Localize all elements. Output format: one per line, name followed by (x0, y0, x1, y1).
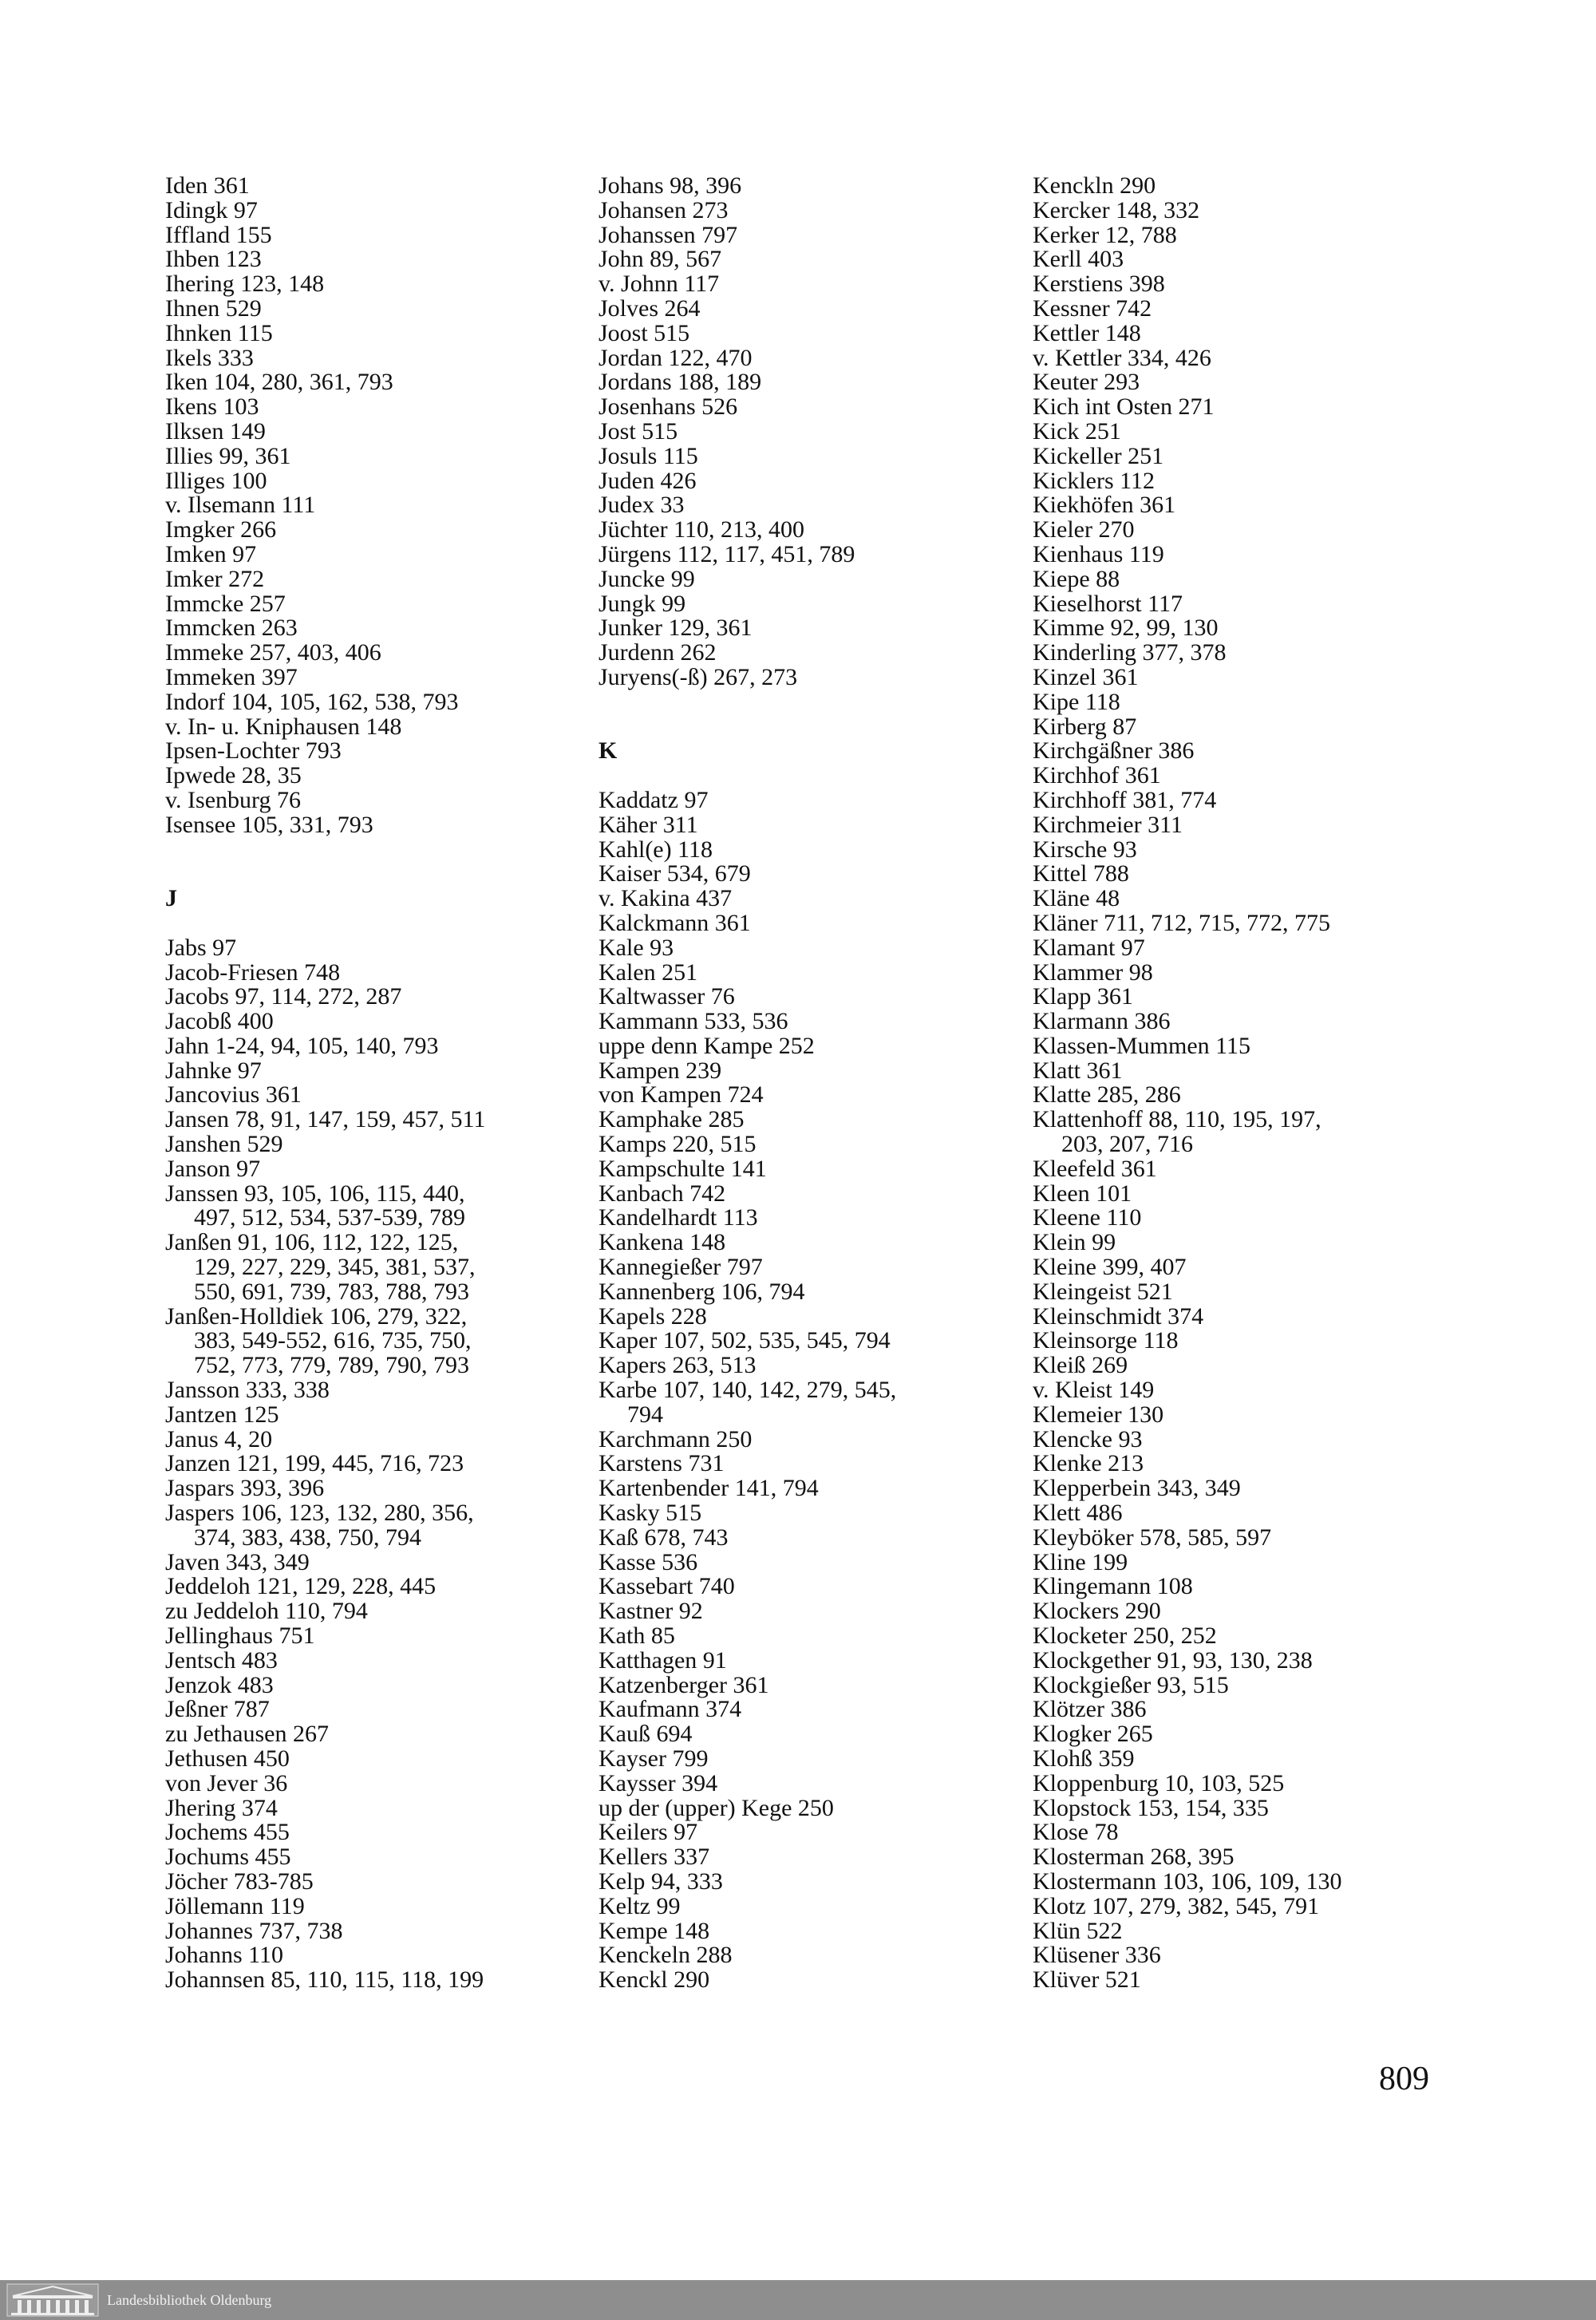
index-entry: Klatt 361 (1033, 1057, 1123, 1084)
index-entry: Kich int Osten 271 (1033, 393, 1215, 421)
index-entry: Klapp 361 (1033, 983, 1133, 1010)
index-entry: Imker 272 (165, 565, 265, 592)
index-entry: Jhering 374 (165, 1794, 278, 1821)
index-entry: Ihben 123 (165, 246, 262, 273)
index-entry: Kaper 107, 502, 535, 545, 794 (598, 1327, 891, 1354)
index-entry: Klatte 285, 286 (1033, 1081, 1181, 1109)
index-entry: Janßen-Holldiek 106, 279, 322, (165, 1302, 468, 1330)
index-entry: Kläne 48 (1033, 885, 1120, 912)
index-entry: Jacobß 400 (165, 1008, 274, 1035)
index-entry: Ikels 333 (165, 344, 254, 371)
index-entry: v. Kleist 149 (1033, 1377, 1155, 1404)
index-entry: Jethusen 450 (165, 1745, 290, 1772)
index-entry: Kickeller 251 (1033, 442, 1164, 469)
index-entry: Jost 515 (598, 417, 678, 445)
index-entry: Imken 97 (165, 540, 257, 567)
index-entry: Klett 486 (1033, 1500, 1123, 1527)
index-entry: Kaufmann 374 (598, 1696, 742, 1723)
index-entry: Klockgether 91, 93, 130, 238 (1033, 1646, 1313, 1674)
index-entry: von Kampen 724 (598, 1081, 764, 1109)
index-entry-continuation: 374, 383, 438, 750, 794 (194, 1524, 421, 1551)
index-entry: Immeken 397 (165, 663, 298, 690)
index-entry: Kanbach 742 (598, 1180, 726, 1207)
index-entry: John 89, 567 (598, 246, 722, 273)
section-letter-heading: J (165, 885, 177, 912)
spacer (598, 690, 1013, 715)
index-entry: v. Kettler 334, 426 (1033, 344, 1211, 371)
index-entry: zu Jeddeloh 110, 794 (165, 1598, 368, 1625)
index-entry: Kamphake 285 (598, 1106, 745, 1133)
index-entry: Idingk 97 (165, 196, 258, 223)
library-name: Landesbibliothek Oldenburg (107, 2292, 272, 2308)
index-entry: Iken 104, 280, 361, 793 (165, 369, 393, 396)
index-entry: Immcken 263 (165, 615, 298, 642)
index-entry: v. In- u. Kniphausen 148 (165, 713, 402, 740)
index-entry: Kelp 94, 333 (598, 1867, 723, 1895)
index-entry: Kleinschmidt 374 (1033, 1302, 1204, 1330)
index-entry: Klammer 98 (1033, 958, 1153, 986)
index-entry: Immcke 257 (165, 590, 286, 617)
index-entry: Jurdenn 262 (598, 639, 717, 666)
index-entry: Kleen 101 (1033, 1180, 1132, 1207)
index-entry: Judex 33 (598, 492, 685, 519)
index-entry: Kiekhöfen 361 (1033, 492, 1176, 519)
index-entry: Jeßner 787 (165, 1696, 270, 1723)
index-entry: Katthagen 91 (598, 1646, 727, 1674)
index-entry: Kempe 148 (598, 1917, 710, 1944)
index-entry: Juncke 99 (598, 565, 695, 592)
index-entry: Ipsen-Lochter 793 (165, 737, 342, 765)
index-entry: zu Jethausen 267 (165, 1721, 329, 1748)
index-entry: Kittel 788 (1033, 860, 1129, 887)
index-entry: Kirsche 93 (1033, 836, 1137, 863)
index-entry: Klepperbein 343, 349 (1033, 1475, 1241, 1502)
index-entry-continuation: 752, 773, 779, 789, 790, 793 (194, 1352, 469, 1379)
index-entry: Jansen 78, 91, 147, 159, 457, 511 (165, 1106, 486, 1133)
index-entry: Klohß 359 (1033, 1745, 1135, 1772)
index-entry: Johans 98, 396 (598, 172, 742, 199)
index-entry: Kenckl 290 (598, 1966, 710, 1994)
index-entry: Klockers 290 (1033, 1598, 1161, 1625)
index-entry: Katzenberger 361 (598, 1671, 769, 1698)
index-entry: Klüver 521 (1033, 1966, 1141, 1994)
index-entry: Jöcher 783-785 (165, 1867, 314, 1895)
index-entry: Klencke 93 (1033, 1425, 1143, 1452)
index-entry: Kartenbender 141, 794 (598, 1475, 819, 1502)
index-entry: Isensee 105, 331, 793 (165, 811, 373, 838)
index-entry: Kick 251 (1033, 417, 1121, 445)
index-entry: Indorf 104, 105, 162, 538, 793 (165, 688, 459, 715)
index-entry: Ipwede 28, 35 (165, 762, 302, 789)
spacer (165, 862, 580, 887)
index-entry: Javen 343, 349 (165, 1548, 310, 1575)
index-entry: Jordans 188, 189 (598, 369, 762, 396)
index-entry: Karstens 731 (598, 1450, 725, 1477)
index-entry: Jabs 97 (165, 934, 237, 961)
index-entry: Kieselhorst 117 (1033, 590, 1183, 617)
index-entry: Junker 129, 361 (598, 615, 753, 642)
index-entry: Kalckmann 361 (598, 909, 751, 936)
index-entry: Kirchhoff 381, 774 (1033, 786, 1217, 813)
index-entry: Jüchter 110, 213, 400 (598, 516, 805, 543)
index-entry: Klemeier 130 (1033, 1401, 1164, 1428)
index-entry: von Jever 36 (165, 1769, 288, 1796)
index-entry: Klötzer 386 (1033, 1696, 1147, 1723)
index-entry: Kasky 515 (598, 1500, 702, 1527)
index-entry: v. Kakina 437 (598, 885, 733, 912)
index-entry: Klün 522 (1033, 1917, 1123, 1944)
index-entry: Kessner 742 (1033, 294, 1152, 322)
index-entry: Illiges 100 (165, 467, 267, 494)
index-column-2 (598, 174, 1013, 1993)
index-entry: Kahl(e) 118 (598, 836, 713, 863)
index-entry: Ihering 123, 148 (165, 271, 325, 298)
index-entry: Kale 93 (598, 934, 674, 961)
index-entry: Kieler 270 (1033, 516, 1135, 543)
index-entry: Kerll 403 (1033, 246, 1124, 273)
index-entry: Kamps 220, 515 (598, 1131, 757, 1158)
index-entry: Kläner 711, 712, 715, 772, 775 (1033, 909, 1331, 936)
index-entry: Kleene 110 (1033, 1204, 1142, 1231)
index-entry: Iffland 155 (165, 221, 272, 248)
index-entry: Kline 199 (1033, 1548, 1128, 1575)
index-entry-continuation: 203, 207, 716 (1061, 1131, 1193, 1158)
index-entry: Klostermann 103, 106, 109, 130 (1033, 1867, 1342, 1895)
index-entry: Klockgießer 93, 515 (1033, 1671, 1229, 1698)
index-entry: uppe denn Kampe 252 (598, 1032, 815, 1059)
index-entry: Jeddeloh 121, 129, 228, 445 (165, 1573, 437, 1600)
index-entry: Johansen 273 (598, 196, 729, 223)
index-entry: Klein 99 (1033, 1229, 1116, 1256)
index-entry: Kaysser 394 (598, 1769, 718, 1796)
index-entry: Jolves 264 (598, 294, 701, 322)
index-entry: Kauß 694 (598, 1721, 693, 1748)
index-entry: Iden 361 (165, 172, 250, 199)
index-column-1 (165, 174, 580, 1993)
index-entry: Janshen 529 (165, 1131, 283, 1158)
index-entry: Jantzen 125 (165, 1401, 279, 1428)
index-entry: Kleingeist 521 (1033, 1278, 1173, 1305)
index-entry: Juryens(-ß) 267, 273 (598, 663, 798, 690)
index-entry: Kirberg 87 (1033, 713, 1137, 740)
index-entry: Klattenhoff 88, 110, 195, 197, (1033, 1106, 1321, 1133)
index-entry: Janson 97 (165, 1155, 261, 1182)
index-entry: Johannsen 85, 110, 115, 118, 199 (165, 1966, 484, 1994)
index-entry: Ihnken 115 (165, 319, 273, 346)
index-entry: Kloppenburg 10, 103, 525 (1033, 1769, 1285, 1796)
index-entry: Klassen-Mummen 115 (1033, 1032, 1251, 1059)
index-entry: Janus 4, 20 (165, 1425, 273, 1452)
index-entry: Kammann 533, 536 (598, 1008, 788, 1035)
index-entry: Kath 85 (598, 1622, 675, 1650)
index-entry: Keltz 99 (598, 1892, 681, 1919)
index-entry: Kankena 148 (598, 1229, 726, 1256)
index-entry: Josenhans 526 (598, 393, 738, 421)
index-entry: Kandelhardt 113 (598, 1204, 758, 1231)
index-entry: Janzen 121, 199, 445, 716, 723 (165, 1450, 464, 1477)
index-entry: Klogker 265 (1033, 1721, 1153, 1748)
index-entry: Kannegießer 797 (598, 1254, 763, 1281)
index-entry: Kapels 228 (598, 1302, 707, 1330)
index-entry: Joost 515 (598, 319, 690, 346)
index-entry: Jahn 1-24, 94, 105, 140, 793 (165, 1032, 439, 1059)
index-entry: Klüsener 336 (1033, 1942, 1161, 1969)
index-entry: Kerker 12, 788 (1033, 221, 1177, 248)
index-entry: Jellinghaus 751 (165, 1622, 315, 1650)
index-entry: Kenckln 290 (1033, 172, 1156, 199)
spacer (165, 838, 580, 863)
index-entry: Jürgens 112, 117, 451, 789 (598, 540, 855, 567)
index-entry: Jentsch 483 (165, 1646, 278, 1674)
index-entry: Klamant 97 (1033, 934, 1145, 961)
spacer (598, 715, 1013, 740)
index-entry: Kleiß 269 (1033, 1352, 1128, 1379)
index-entry: Kirchgäßner 386 (1033, 737, 1195, 765)
spacer (165, 911, 580, 936)
index-entry-continuation: 550, 691, 739, 783, 788, 793 (194, 1278, 469, 1305)
index-entry: Kapers 263, 513 (598, 1352, 757, 1379)
index-entry: Kinzel 361 (1033, 663, 1139, 690)
index-entry: Janssen 93, 105, 106, 115, 440, (165, 1180, 465, 1207)
index-entry: Kercker 148, 332 (1033, 196, 1200, 223)
index-entry: Klingemann 108 (1033, 1573, 1193, 1600)
index-entry: Jaspers 106, 123, 132, 280, 356, (165, 1500, 474, 1527)
index-entry: Jaspars 393, 396 (165, 1475, 325, 1502)
index-entry: Jacobs 97, 114, 272, 287 (165, 983, 402, 1010)
index-entry: Kiepe 88 (1033, 565, 1120, 592)
index-entry: Keuter 293 (1033, 369, 1140, 396)
index-entry: Kalen 251 (598, 958, 698, 986)
index-entry: Juden 426 (598, 467, 697, 494)
index-entry-continuation: 794 (627, 1401, 663, 1428)
index-entry: v. Ilsemann 111 (165, 492, 316, 519)
index-entry: Kannenberg 106, 794 (598, 1278, 805, 1305)
index-entry: Kayser 799 (598, 1745, 709, 1772)
index-entry: Karbe 107, 140, 142, 279, 545, (598, 1377, 897, 1404)
index-entry: Kampschulte 141 (598, 1155, 767, 1182)
index-entry: Klosterman 268, 395 (1033, 1844, 1235, 1871)
index-entry: Jungk 99 (598, 590, 686, 617)
index-entry: Klotz 107, 279, 382, 545, 791 (1033, 1892, 1320, 1919)
index-entry: Käher 311 (598, 811, 698, 838)
index-entry: Kampen 239 (598, 1057, 722, 1084)
index-entry: up der (upper) Kege 250 (598, 1794, 834, 1821)
index-entry: Johanns 110 (165, 1942, 284, 1969)
index-entry: Jochems 455 (165, 1819, 290, 1846)
index-entry: Kassebart 740 (598, 1573, 735, 1600)
index-entry: Kaddatz 97 (598, 786, 709, 813)
index-entry: Klenke 213 (1033, 1450, 1144, 1477)
index-entry: Kenckeln 288 (598, 1942, 733, 1969)
page-number: 809 (1379, 2061, 1429, 2097)
index-entry: Kinderling 377, 378 (1033, 639, 1227, 666)
footer-bar (0, 2280, 1596, 2320)
index-entry: Kastner 92 (598, 1598, 703, 1625)
index-entry: Josuls 115 (598, 442, 698, 469)
index-entry: Keilers 97 (598, 1819, 698, 1846)
index-entry: Kienhaus 119 (1033, 540, 1164, 567)
index-entry: Klarmann 386 (1033, 1008, 1171, 1035)
section-letter-heading: K (598, 737, 618, 765)
index-entry: Kleine 399, 407 (1033, 1254, 1187, 1281)
index-entry: Jancovius 361 (165, 1081, 302, 1109)
index-entry: Johanssen 797 (598, 221, 738, 248)
index-entry: Illies 99, 361 (165, 442, 291, 469)
index-entry: Kirchhof 361 (1033, 762, 1161, 789)
spacer (598, 764, 1013, 788)
index-entry: v. Johnn 117 (598, 271, 720, 298)
index-entry: Jahnke 97 (165, 1057, 262, 1084)
index-entry: Kimme 92, 99, 130 (1033, 615, 1219, 642)
index-entry: Immeke 257, 403, 406 (165, 639, 381, 666)
index-entry: Kleinsorge 118 (1033, 1327, 1179, 1354)
index-entry: Kaltwasser 76 (598, 983, 735, 1010)
library-building-icon (6, 2283, 99, 2317)
index-entry: Kicklers 112 (1033, 467, 1156, 494)
index-entry: Jansson 333, 338 (165, 1377, 330, 1404)
index-entry-continuation: 383, 549-552, 616, 735, 750, (194, 1327, 472, 1354)
index-entry: Klocketer 250, 252 (1033, 1622, 1217, 1650)
index-entry: Ilksen 149 (165, 417, 266, 445)
index-entry: Ikens 103 (165, 393, 259, 421)
index-entry: Kaß 678, 743 (598, 1524, 729, 1551)
index-entry: Jordan 122, 470 (598, 344, 753, 371)
index-entry: Jacob-Friesen 748 (165, 958, 341, 986)
index-entry-continuation: 497, 512, 534, 537-539, 789 (194, 1204, 465, 1231)
index-entry: Kellers 337 (598, 1844, 710, 1871)
index-entry: Kettler 148 (1033, 319, 1141, 346)
index-entry: v. Isenburg 76 (165, 786, 301, 813)
index-entry: Jöllemann 119 (165, 1892, 305, 1919)
index-entry: Johannes 737, 738 (165, 1917, 343, 1944)
index-entry: Klopstock 153, 154, 335 (1033, 1794, 1269, 1821)
index-entry: Ihnen 529 (165, 294, 262, 322)
index-entry: Kipe 118 (1033, 688, 1120, 715)
index-entry: Karchmann 250 (598, 1425, 753, 1452)
index-entry: Janßen 91, 106, 112, 122, 125, (165, 1229, 459, 1256)
index-entry: Kaiser 534, 679 (598, 860, 751, 887)
index-entry: Jochums 455 (165, 1844, 291, 1871)
index-entry: Jenzok 483 (165, 1671, 274, 1698)
index-entry: Klose 78 (1033, 1819, 1119, 1846)
index-entry-continuation: 129, 227, 229, 345, 381, 537, (194, 1254, 476, 1281)
index-entry: Kerstiens 398 (1033, 271, 1165, 298)
index-entry: Kirchmeier 311 (1033, 811, 1183, 838)
index-entry: Imgker 266 (165, 516, 277, 543)
index-entry: Kleefeld 361 (1033, 1155, 1157, 1182)
index-entry: Kasse 536 (598, 1548, 698, 1575)
index-column-3 (1033, 174, 1448, 1993)
index-entry: Kleyböker 578, 585, 597 (1033, 1524, 1272, 1551)
